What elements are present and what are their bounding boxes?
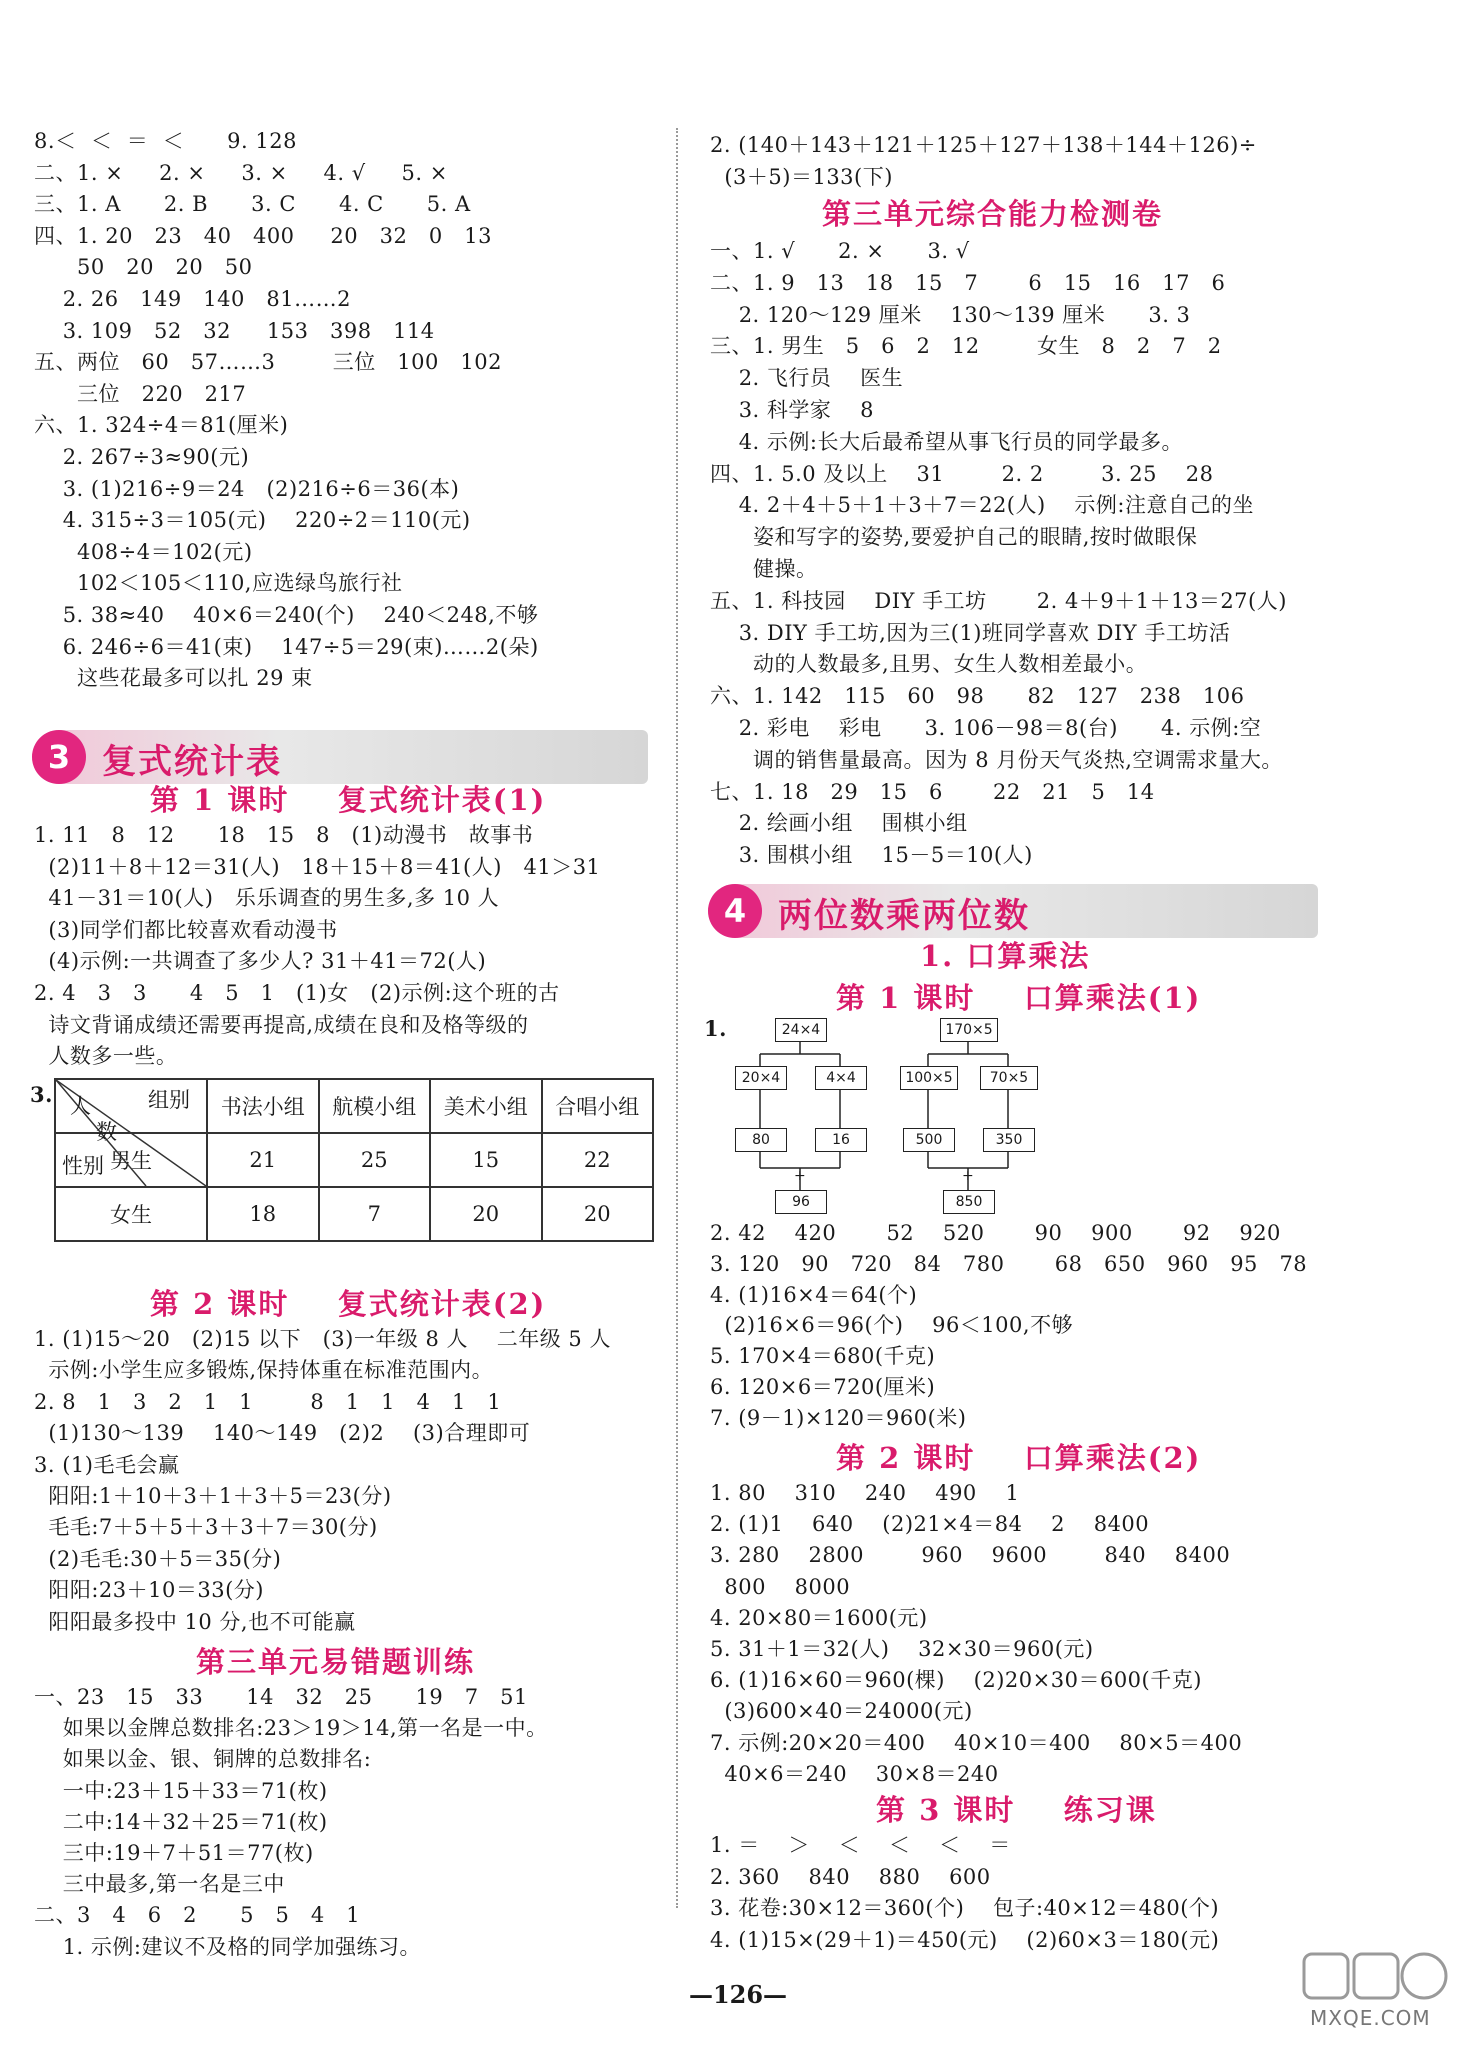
answer-line: 3. 120 90 720 84 780 68 650 960 95 78 bbox=[710, 1251, 1308, 1276]
answer-line: 人数多一些。 bbox=[34, 1044, 178, 1069]
answer-line: 3. 花卷:30×12＝360(个) 包子:40×12＝480(个) bbox=[710, 1896, 1220, 1921]
answer-line: 2. (1)1 640 (2)21×4＝84 2 8400 bbox=[710, 1512, 1150, 1537]
answer-line: 7. 示例:20×20＝400 40×10＝400 80×5＝400 bbox=[710, 1730, 1243, 1755]
answer-line: 4. 2＋4＋5＋1＋3＋7＝22(人) 示例:注意自己的坐 bbox=[710, 493, 1254, 518]
tree-left-result: 500 bbox=[903, 1128, 955, 1152]
answer-line: 7. (9－1)×120＝960(米) bbox=[710, 1405, 967, 1430]
answer-line: (2)16×6＝96(个) 96＜100,不够 bbox=[710, 1313, 1074, 1338]
answer-line: 102＜105＜110,应选绿鸟旅行社 bbox=[34, 571, 403, 596]
answer-line: 3. DIY 手工坊,因为三(1)班同学喜欢 DIY 手工坊活 bbox=[710, 620, 1231, 645]
answer-line: 阳阳:23＋10＝33(分) bbox=[34, 1578, 264, 1603]
answer-line: 二、1. 9 13 18 15 7 6 15 16 17 6 bbox=[710, 270, 1226, 295]
tree-left-box: 20×4 bbox=[735, 1066, 787, 1090]
answer-line: 一、1. √ 2. × 3. √ bbox=[710, 239, 970, 263]
tree-sum-box: 850 bbox=[943, 1190, 995, 1214]
row-label: 女生 bbox=[55, 1187, 207, 1241]
answer-line: 1. (1)15～20 (2)15 以下 (3)一年级 8 人 二年级 5 人 bbox=[34, 1327, 611, 1351]
answer-line: 3. (1)毛毛会赢 bbox=[34, 1452, 180, 1477]
answer-line: 4. 315÷3＝105(元) 220÷2＝110(元) bbox=[34, 508, 471, 533]
unit-title: 复式统计表 bbox=[102, 742, 282, 782]
corner-label-people: 人 bbox=[70, 1094, 91, 1118]
question-1-label: 1. bbox=[704, 1016, 727, 1041]
answer-line: 2. 120～129 厘米 130～139 厘米 3. 3 bbox=[710, 302, 1191, 327]
corner-label-group: 组别 bbox=[148, 1088, 190, 1112]
answer-line: 408÷4＝102(元) bbox=[34, 539, 253, 564]
answer-line: 示例:小学生应多锻炼,保持体重在标准范围内。 bbox=[34, 1358, 494, 1383]
answer-line: 8.＜ ＜ ＝ ＜ 9. 128 bbox=[34, 129, 297, 153]
answer-line: (3)同学们都比较喜欢看动漫书 bbox=[34, 917, 338, 942]
table-row bbox=[55, 1187, 653, 1241]
answer-line: 2. 8 1 3 2 1 1 8 1 1 4 1 1 bbox=[34, 1389, 502, 1414]
answer-line: 三、1. 男生 5 6 2 12 女生 8 2 7 2 bbox=[710, 334, 1222, 359]
answer-line: 1. 示例:建议不及格的同学加强练习。 bbox=[34, 1934, 421, 1959]
tree-plus: + bbox=[962, 1168, 974, 1184]
answer-line: 5. 170×4＝680(千克) bbox=[710, 1344, 936, 1369]
table-cell: 15 bbox=[430, 1133, 542, 1187]
answer-line: 毛毛:7＋5＋5＋3＋3＋7＝30(分) bbox=[34, 1515, 378, 1540]
calc-tree-24x4 bbox=[730, 1018, 870, 1218]
answer-line: 2. (140＋143＋121＋125＋127＋138＋144＋126)÷ bbox=[710, 133, 1257, 157]
answer-line: (4)示例:一共调查了多少人? 31＋41＝72(人) bbox=[34, 949, 487, 974]
unit-4-banner bbox=[708, 884, 1318, 938]
answer-line: 800 8000 bbox=[710, 1574, 851, 1599]
answer-line: 六、1. 324÷4＝81(厘米) bbox=[34, 413, 289, 438]
answer-line: 5. 38≈40 40×6＝240(个) 240＜248,不够 bbox=[34, 603, 539, 627]
column-divider bbox=[676, 128, 678, 1908]
answer-line: 40×6＝240 30×8＝240 bbox=[710, 1761, 999, 1786]
unit-title: 两位数乘两位数 bbox=[778, 896, 1030, 936]
unit-number-badge: 3 bbox=[32, 730, 86, 784]
answer-line: 4. (1)16×4＝64(个) bbox=[710, 1282, 918, 1307]
answer-line: (3＋5)＝133(下) bbox=[710, 165, 893, 189]
lesson-1-title: 第 1 课时 复式统计表(1) bbox=[150, 783, 547, 817]
answer-line: 6. 120×6＝720(厘米) bbox=[710, 1375, 936, 1399]
answer-line: 这些花最多可以扎 29 束 bbox=[34, 666, 313, 691]
r-lesson-2-title: 第 2 课时 口算乘法(2) bbox=[836, 1441, 1202, 1475]
answer-line: 如果以金牌总数排名:23＞19＞14,第一名是一中。 bbox=[34, 1716, 548, 1741]
tree-right-result: 16 bbox=[815, 1128, 867, 1152]
table-cell: 18 bbox=[207, 1187, 319, 1241]
answer-line: 3. 围棋小组 15－5＝10(人) bbox=[710, 843, 1033, 868]
answer-line: 六、1. 142 115 60 98 82 127 238 106 bbox=[710, 684, 1245, 709]
table-header: 书法小组 bbox=[207, 1079, 319, 1133]
answer-line: 2. 26 149 140 81……2 bbox=[34, 287, 351, 311]
watermark-logo bbox=[1296, 1946, 1456, 2042]
answer-line: 四、1. 5.0 及以上 31 2. 2 3. 25 28 bbox=[710, 461, 1214, 486]
answer-line: 2. 360 840 880 600 bbox=[710, 1864, 991, 1889]
section-title: 1. 口算乘法 bbox=[920, 939, 1091, 973]
answer-line: 五、1. 科技园 DIY 手工坊 2. 4＋9＋1＋13＝27(人) bbox=[710, 588, 1287, 613]
answer-line: 2. 267÷3≈90(元) bbox=[34, 445, 250, 469]
answer-line: 阳阳最多投中 10 分,也不可能赢 bbox=[34, 1609, 356, 1634]
tree-right-result: 350 bbox=[983, 1128, 1035, 1152]
answer-line: 1. ＝ ＞ ＜ ＜ ＜ ＝ bbox=[710, 1833, 1011, 1857]
answer-line: (2)11＋8＋12＝31(人) 18＋15＋8＝41(人) 41＞31 bbox=[34, 854, 601, 879]
answer-line: 2. 42 420 52 520 90 900 92 920 bbox=[710, 1221, 1281, 1245]
answer-line: 如果以金、银、铜牌的总数排名: bbox=[34, 1747, 372, 1772]
answer-line: 三、1. A 2. B 3. C 4. C 5. A bbox=[34, 192, 471, 217]
answer-line: 二、1. × 2. × 3. × 4. √ 5. × bbox=[34, 160, 448, 185]
table-cell: 25 bbox=[319, 1133, 431, 1187]
answer-line: 2. 飞行员 医生 bbox=[710, 366, 904, 391]
table-header: 美术小组 bbox=[430, 1079, 542, 1133]
page-number: —126— bbox=[688, 1980, 788, 2009]
tree-plus: + bbox=[794, 1168, 806, 1184]
answer-line: 41－31＝10(人) 乐乐调查的男生多,多 10 人 bbox=[34, 886, 500, 911]
answer-line: 调的销售量最高。因为 8 月份天气炎热,空调需求量大。 bbox=[710, 747, 1283, 772]
table-cell: 7 bbox=[319, 1187, 431, 1241]
tree-right-box: 70×5 bbox=[980, 1066, 1038, 1090]
answer-line: 4. 20×80＝1600(元) bbox=[710, 1605, 928, 1630]
r-lesson-1-title: 第 1 课时 口算乘法(1) bbox=[836, 981, 1202, 1015]
question-3-label: 3. bbox=[30, 1082, 53, 1107]
answer-line: 四、1. 20 23 40 400 20 32 0 13 bbox=[34, 223, 493, 248]
table-header: 合唱小组 bbox=[542, 1079, 654, 1133]
error-training-title: 第三单元易错题训练 bbox=[196, 1645, 476, 1679]
answer-line: 三中:19＋7＋51＝77(枚) bbox=[34, 1841, 314, 1865]
answer-line: 动的人数最多,且男、女生人数相差最小。 bbox=[710, 652, 1148, 677]
table-header: 航模小组 bbox=[319, 1079, 431, 1133]
answer-line: 6. 246÷6＝41(束) 147÷5＝29(束)……2(朵) bbox=[34, 634, 539, 659]
corner-label-gender: 性别 bbox=[62, 1154, 104, 1178]
table-cell: 20 bbox=[542, 1187, 654, 1241]
tree-connector-lines bbox=[730, 1018, 870, 1218]
answer-line: 阳阳:1＋10＋3＋1＋3＋5＝23(分) bbox=[34, 1484, 392, 1508]
tree-right-box: 4×4 bbox=[815, 1066, 867, 1090]
answer-line: 2. 绘画小组 围棋小组 bbox=[710, 811, 968, 836]
answer-line: 二、3 4 6 2 5 5 4 1 bbox=[34, 1903, 361, 1928]
tree-left-result: 80 bbox=[735, 1128, 787, 1152]
answer-line: 三中最多,第一名是三中 bbox=[34, 1872, 285, 1897]
answer-line: 50 20 20 50 bbox=[34, 255, 253, 280]
table-cell: 21 bbox=[207, 1133, 319, 1187]
answer-line: 4. (1)15×(29＋1)＝450(元) (2)60×3＝180(元) bbox=[710, 1927, 1220, 1952]
unit-3-test-title: 第三单元综合能力检测卷 bbox=[822, 197, 1164, 231]
answer-line: 3. (1)216÷9＝24 (2)216÷6＝36(本) bbox=[34, 476, 460, 501]
answer-line: 1. 11 8 12 18 15 8 (1)动漫书 故事书 bbox=[34, 823, 534, 847]
tree-connector-lines bbox=[898, 1018, 1038, 1218]
answer-line: 6. (1)16×60＝960(棵) (2)20×30＝600(千克) bbox=[710, 1668, 1202, 1693]
answer-line: 2. 4 3 3 4 5 1 (1)女 (2)示例:这个班的古 bbox=[34, 981, 560, 1005]
watermark-text: MXQE.COM bbox=[1310, 2006, 1431, 2030]
answer-line: (1)130～139 140～149 (2)2 (3)合理即可 bbox=[34, 1421, 531, 1446]
answer-line: 3. 109 52 32 153 398 114 bbox=[34, 318, 435, 343]
unit-3-banner bbox=[32, 730, 648, 784]
table-cell: 20 bbox=[430, 1187, 542, 1241]
table-cell: 22 bbox=[542, 1133, 654, 1187]
answer-line: 5. 31＋1＝32(人) 32×30＝960(元) bbox=[710, 1637, 1094, 1661]
answer-line: 三位 220 217 bbox=[34, 381, 247, 406]
answer-line: (2)毛毛:30＋5＝35(分) bbox=[34, 1546, 282, 1571]
answer-line: 1. 80 310 240 490 1 bbox=[710, 1481, 1020, 1505]
tree-top-box: 170×5 bbox=[940, 1018, 998, 1042]
answer-line: 4. 示例:长大后最希望从事飞行员的同学最多。 bbox=[710, 429, 1183, 454]
tree-sum-box: 96 bbox=[775, 1190, 827, 1214]
corner-label-count: 数 bbox=[96, 1120, 117, 1144]
answer-line: 3. 280 2800 960 9600 840 8400 bbox=[710, 1543, 1231, 1568]
watermark-icon bbox=[1296, 1946, 1456, 2006]
answer-line: 3. 科学家 8 bbox=[710, 398, 874, 422]
tree-left-box: 100×5 bbox=[900, 1066, 958, 1090]
answer-line: 姿和写字的姿势,要爱护自己的眼睛,按时做眼保 bbox=[710, 525, 1198, 550]
tree-top-box: 24×4 bbox=[775, 1018, 827, 1042]
lesson-2-title: 第 2 课时 复式统计表(2) bbox=[150, 1287, 547, 1321]
answer-line: 健操。 bbox=[710, 557, 818, 581]
answer-line: 五、两位 60 57……3 三位 100 102 bbox=[34, 350, 502, 375]
calc-tree-170x5 bbox=[898, 1018, 1038, 1218]
answer-line: 诗文背诵成绩还需要再提高,成绩在良和及格等级的 bbox=[34, 1012, 529, 1037]
answer-line: 一、23 15 33 14 32 25 19 7 51 bbox=[34, 1685, 528, 1709]
row-label: 男生 bbox=[55, 1133, 207, 1187]
answer-line: 2. 彩电 彩电 3. 106－98＝8(台) 4. 示例:空 bbox=[710, 716, 1262, 740]
r-lesson-3-title: 第 3 课时 练习课 bbox=[876, 1793, 1157, 1827]
compound-stat-table bbox=[54, 1078, 654, 1242]
unit-number-badge: 4 bbox=[708, 884, 762, 938]
answer-line: 二中:14＋32＋25＝71(枚) bbox=[34, 1809, 328, 1834]
answer-line: 七、1. 18 29 15 6 22 21 5 14 bbox=[710, 779, 1155, 804]
answer-line: (3)600×40＝24000(元) bbox=[710, 1699, 973, 1724]
answer-line: 一中:23＋15＋33＝71(枚) bbox=[34, 1778, 328, 1803]
